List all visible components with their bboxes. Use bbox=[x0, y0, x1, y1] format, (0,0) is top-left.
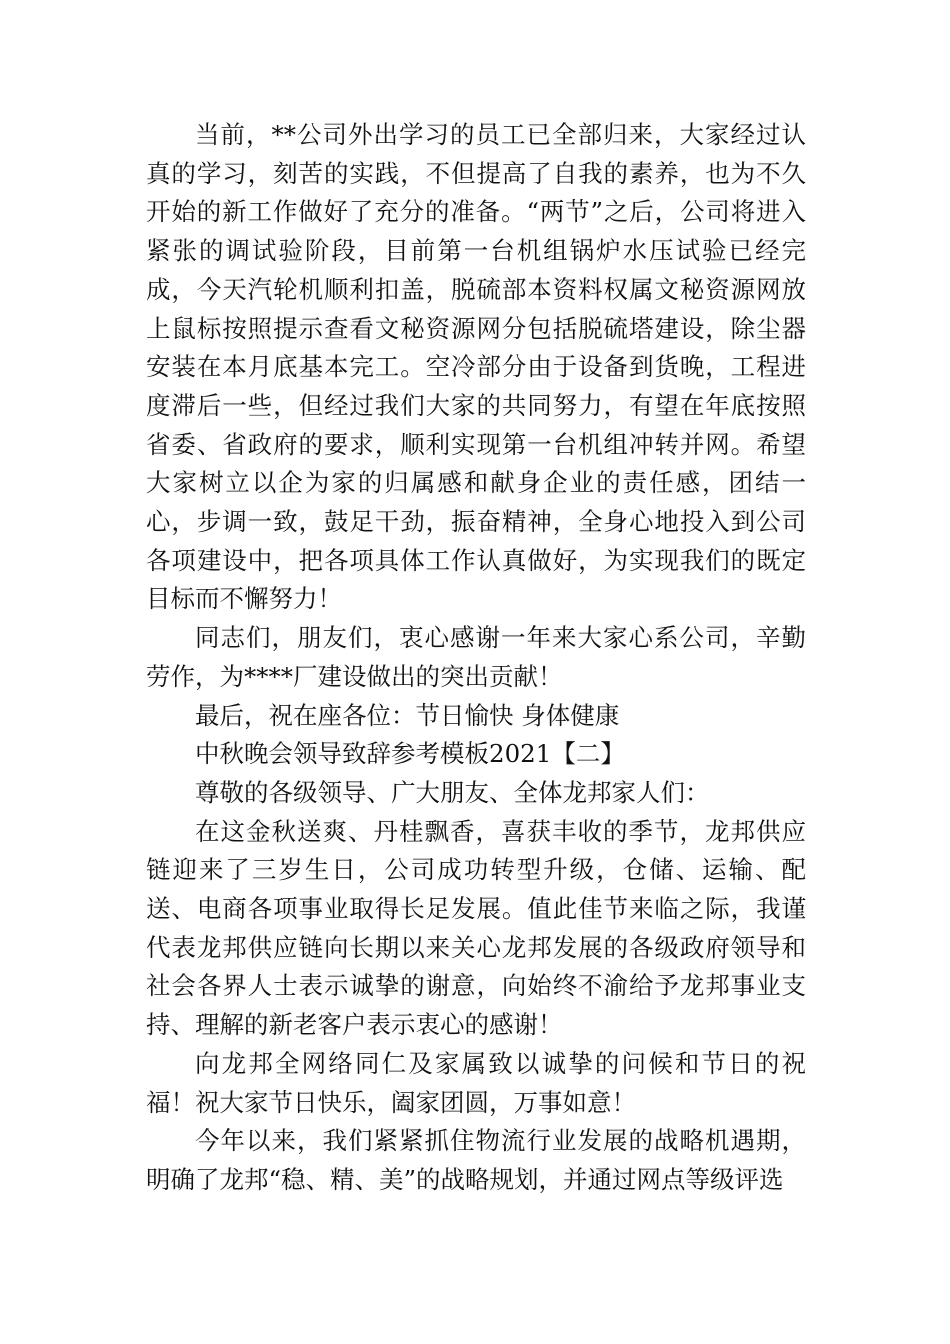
paragraph-closing-wish: 最后，祝在座各位：节日愉快 身体健康 bbox=[195, 700, 620, 730]
paragraph-greetings: 向龙邦全网络同仁及家属致以诚挚的问候和节日的祝福！祝大家节日快乐，阖家团圆，万事如意！ bbox=[146, 1048, 806, 1117]
paragraph-salutation: 尊敬的各级领导、广大朋友、全体龙邦家人们： bbox=[195, 777, 710, 807]
paragraph-strategy: 今年以来，我们紧紧抓住物流行业发展的战略机遇期，明确了龙邦“稳、精、美”的战略规划，并通过网点等级评选 bbox=[146, 1126, 806, 1194]
paragraph-anniversary: 在这金秋送爽、丹桂飘香，喜获丰收的季节，龙邦供应链迎来了三岁生日，公司成功转型升级，仓储、运输、配送、电商各项事业取得长足发展。值此佳节来临之际，我谨代表龙邦供应链向长期以来关心龙邦发展的各级政府领导和社会各界人士表示诚挚的谢意，向始终不渝给予龙邦事业支持、理解的新老客户表示衷心的感谢！ bbox=[146, 816, 806, 1040]
paragraph-progress-report: 当前，**公司外出学习的员工已全部归来，大家经过认真的学习，刻苦的实践，不但提高了自我的素养，也为不久开始的新工作做好了充分的准备。“两节”之后，公司将进入紧张的调试验阶段，目前第一台机组锅炉水压试验已经完成，今天汽轮机顺利扣盖，脱硫部本资料权属文秘资源网放上鼠标按照提示查看文秘资源网分包括脱硫塔建设，除尘器安装在本月底基本完工。空冷部分由于设备到货晚，工程进度滞后一些，但经过我们大家的共同努力，有望在年底按照省委、省政府的要求，顺利实现第一台机组冲转并网。希望大家树立以企为家的归属感和献身企业的责任感，团结一心，步调一致，鼓足干劲，振奋精神，全身心地投入到公司各项建设中，把各项具体工作认真做好，为实现我们的既定目标而不懈努力！ bbox=[146, 120, 806, 614]
section-heading: 中秋晚会领导致辞参考模板2021【二】 bbox=[195, 739, 625, 769]
document-page bbox=[146, 116, 806, 1200]
paragraph-thanks: 同志们，朋友们，衷心感谢一年来大家心系公司，辛勤劳作，为****厂建设做出的突出贡献！ bbox=[146, 623, 806, 691]
